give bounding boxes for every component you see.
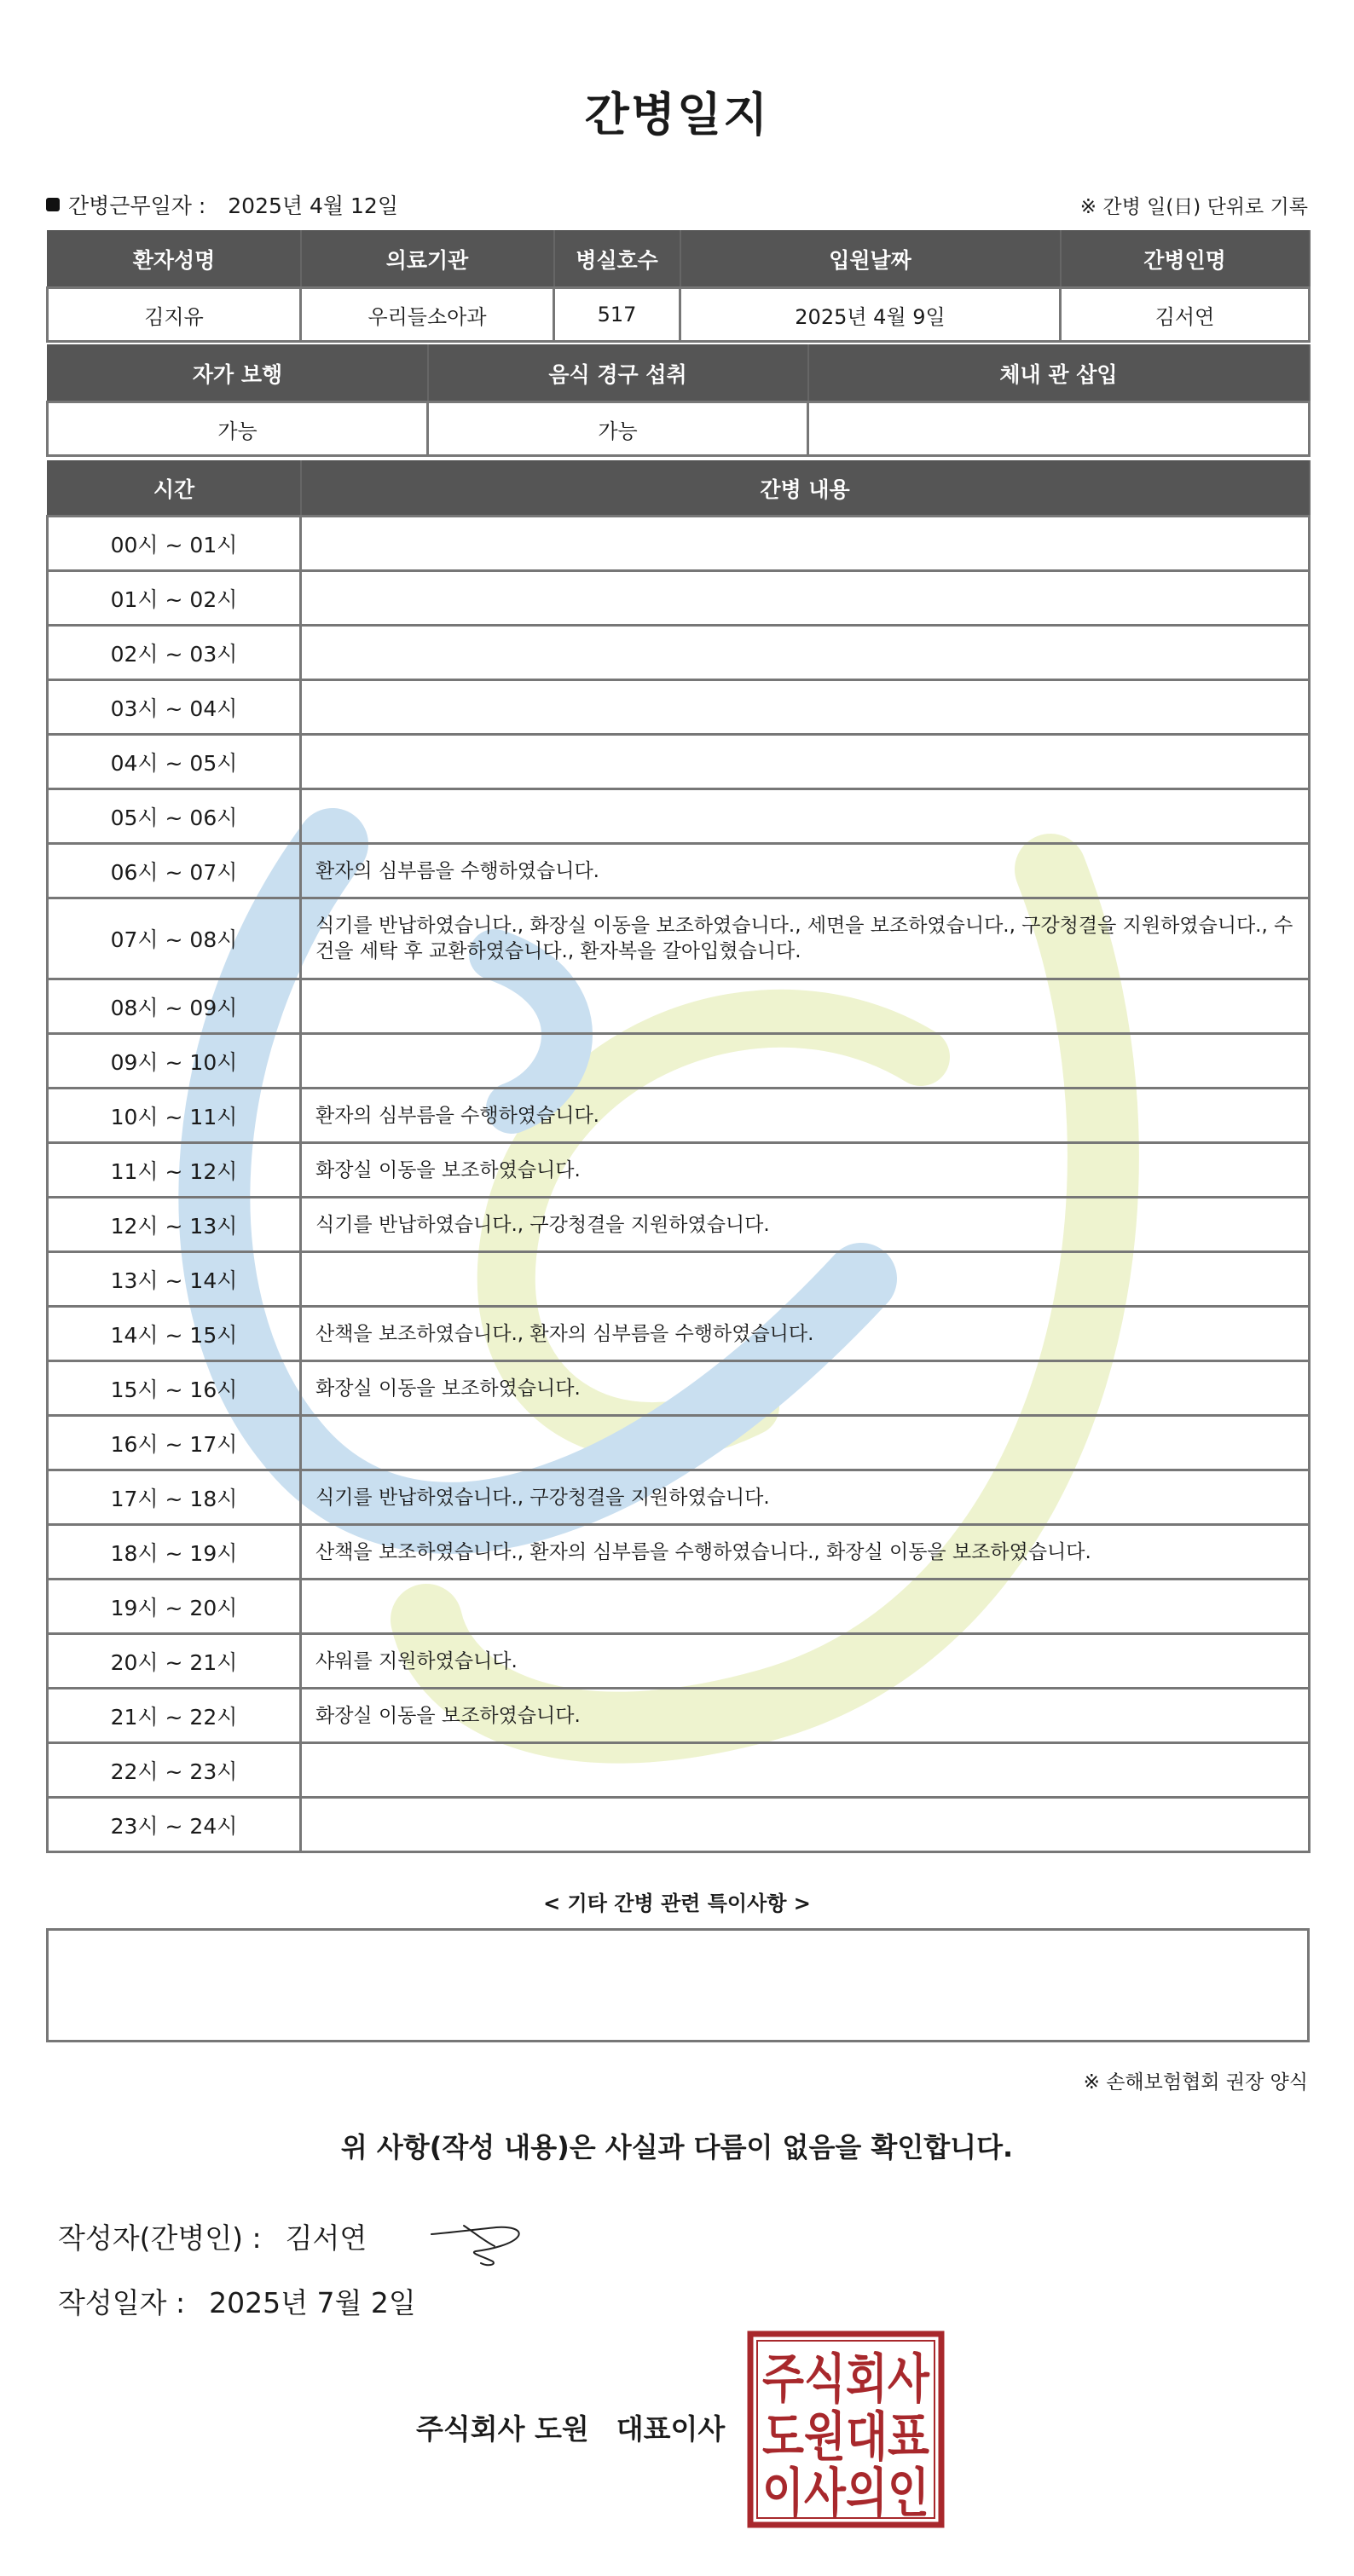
care-log-row xyxy=(48,1034,1310,1089)
header-hospital: 의료기관 xyxy=(301,231,554,288)
care-log-time-cell: 04시 ~ 05시 xyxy=(48,735,301,789)
care-log-content-cell[interactable]: 산책을 보조하였습니다., 환자의 심부름을 수행하였습니다. xyxy=(301,1307,1310,1361)
care-log-content-cell[interactable] xyxy=(301,1743,1310,1798)
document-title: 간병일지 xyxy=(584,88,770,142)
written-date-value: 2025년 7월 2일 xyxy=(209,2286,416,2319)
company-signature-line xyxy=(416,2407,725,2447)
header-time: 시간 xyxy=(48,461,301,517)
care-log-content-cell[interactable]: 식기를 반납하였습니다., 구강청결을 지원하였습니다. xyxy=(301,1470,1310,1525)
care-log-content-cell[interactable] xyxy=(301,1252,1310,1307)
patient-name-field[interactable]: 김지유 xyxy=(48,288,301,342)
care-log-time-cell: 07시 ~ 08시 xyxy=(48,898,301,979)
care-log-row xyxy=(48,1798,1310,1852)
care-log-time-cell: 08시 ~ 09시 xyxy=(48,979,301,1034)
writer-row xyxy=(58,2216,367,2256)
header-oral-intake: 음식 경구 섭취 xyxy=(428,345,808,402)
care-log-row xyxy=(48,898,1310,979)
notes-field[interactable] xyxy=(46,1928,1310,2042)
bullet-square-icon xyxy=(46,198,60,211)
care-log-row xyxy=(48,1580,1310,1634)
header-room-number: 병실호수 xyxy=(554,231,680,288)
care-log-row xyxy=(48,789,1310,844)
care-log-time-cell: 14시 ~ 15시 xyxy=(48,1307,301,1361)
care-log-time-cell: 09시 ~ 10시 xyxy=(48,1034,301,1089)
care-log-row xyxy=(48,626,1310,680)
notes-title: < 기타 간병 관련 특이사항 > xyxy=(543,1892,811,1915)
svg-text:도원대표: 도원대표 xyxy=(762,2406,930,2468)
care-log-row xyxy=(48,1416,1310,1470)
care-log-row xyxy=(48,844,1310,898)
care-log-content-cell[interactable]: 식기를 반납하였습니다., 화장실 이동을 보조하였습니다., 세면을 보조하였습니다., 구강청결을 지원하였습니다., 수건을 세탁 후 교환하였습니다., 환자복을 갈아입혔습니다. xyxy=(301,898,1310,979)
care-log-time-cell: 13시 ~ 14시 xyxy=(48,1252,301,1307)
care-log-row xyxy=(48,1198,1310,1252)
care-log-content-cell[interactable] xyxy=(301,517,1310,571)
recommend-note: ※ 손해보험협회 권장 양식 xyxy=(1083,2071,1308,2094)
work-date-label: 간병근무일자 : xyxy=(68,193,206,218)
care-log-row xyxy=(48,1361,1310,1416)
care-log-time-cell: 20시 ~ 21시 xyxy=(48,1634,301,1689)
care-log-time-cell: 05시 ~ 06시 xyxy=(48,789,301,844)
company-name: 주식회사 도원 xyxy=(416,2412,589,2446)
care-log-content-cell[interactable] xyxy=(301,1416,1310,1470)
care-log-table xyxy=(46,460,1311,1853)
care-log-row xyxy=(48,1689,1310,1743)
care-log-content-cell[interactable]: 산책을 보조하였습니다., 환자의 심부름을 수행하였습니다., 화장실 이동을 보조하였습니다. xyxy=(301,1525,1310,1580)
written-date-label: 작성일자 : xyxy=(58,2286,186,2319)
patient-info-table xyxy=(46,230,1311,343)
care-log-row xyxy=(48,979,1310,1034)
care-log-row xyxy=(48,735,1310,789)
care-log-row xyxy=(48,1252,1310,1307)
work-date-row xyxy=(46,189,398,220)
writer-label: 작성자(간병인) : xyxy=(58,2221,262,2255)
hospital-field[interactable]: 우리들소아과 xyxy=(301,288,554,342)
care-log-header-row xyxy=(48,461,1310,517)
written-date-row xyxy=(58,2281,416,2321)
care-log-body xyxy=(48,517,1310,1852)
patient-info-header-row xyxy=(48,231,1310,288)
care-log-time-cell: 06시 ~ 07시 xyxy=(48,844,301,898)
record-unit-note: ※ 간병 일(日) 단위로 기록 xyxy=(1079,196,1308,218)
tube-insertion-field[interactable] xyxy=(808,402,1310,456)
writer-name: 김서연 xyxy=(285,2221,367,2255)
care-log-time-cell: 10시 ~ 11시 xyxy=(48,1089,301,1143)
care-log-time-cell: 01시 ~ 02시 xyxy=(48,571,301,626)
care-log-time-cell: 19시 ~ 20시 xyxy=(48,1580,301,1634)
care-log-content-cell[interactable] xyxy=(301,626,1310,680)
care-log-time-cell: 17시 ~ 18시 xyxy=(48,1470,301,1525)
header-patient-name: 환자성명 xyxy=(48,231,301,288)
care-log-content-cell[interactable] xyxy=(301,735,1310,789)
care-log-content-cell[interactable]: 화장실 이동을 보조하였습니다. xyxy=(301,1143,1310,1198)
care-log-time-cell: 22시 ~ 23시 xyxy=(48,1743,301,1798)
care-log-time-cell: 02시 ~ 03시 xyxy=(48,626,301,680)
header-care-content: 간병 내용 xyxy=(301,461,1310,517)
care-log-content-cell[interactable] xyxy=(301,1798,1310,1852)
care-log-time-cell: 18시 ~ 19시 xyxy=(48,1525,301,1580)
svg-text:주식회사: 주식회사 xyxy=(762,2348,930,2410)
care-log-time-cell: 11시 ~ 12시 xyxy=(48,1143,301,1198)
care-log-time-cell: 00시 ~ 01시 xyxy=(48,517,301,571)
care-log-row xyxy=(48,1307,1310,1361)
care-log-content-cell[interactable] xyxy=(301,1034,1310,1089)
care-log-content-cell[interactable] xyxy=(301,571,1310,626)
care-log-time-cell: 16시 ~ 17시 xyxy=(48,1416,301,1470)
care-log-row xyxy=(48,1634,1310,1689)
caregiver-name-field[interactable]: 김서연 xyxy=(1061,288,1310,342)
care-log-content-cell[interactable]: 샤워를 지원하였습니다. xyxy=(301,1634,1310,1689)
patient-status-header-row xyxy=(48,345,1310,402)
care-log-content-cell[interactable]: 화장실 이동을 보조하였습니다. xyxy=(301,1689,1310,1743)
representative-title: 대표이사 xyxy=(616,2412,726,2446)
admission-date-field[interactable]: 2025년 4월 9일 xyxy=(680,288,1061,342)
patient-info-value-row xyxy=(48,288,1310,342)
care-log-content-cell[interactable] xyxy=(301,1580,1310,1634)
care-log-time-cell: 21시 ~ 22시 xyxy=(48,1689,301,1743)
header-caregiver-name: 간병인명 xyxy=(1061,231,1310,288)
care-log-row xyxy=(48,1470,1310,1525)
header-admission-date: 입원날짜 xyxy=(680,231,1061,288)
care-log-row xyxy=(48,680,1310,735)
care-log-content-cell[interactable]: 식기를 반납하였습니다., 구강청결을 지원하였습니다. xyxy=(301,1198,1310,1252)
care-log-time-cell: 03시 ~ 04시 xyxy=(48,680,301,735)
care-log-content-cell[interactable] xyxy=(301,680,1310,735)
care-log-time-cell: 12시 ~ 13시 xyxy=(48,1198,301,1252)
care-log-row xyxy=(48,1089,1310,1143)
care-log-time-cell: 15시 ~ 16시 xyxy=(48,1361,301,1416)
care-log-content-cell[interactable]: 화장실 이동을 보조하였습니다. xyxy=(301,1361,1310,1416)
oral-intake-field[interactable]: 가능 xyxy=(428,402,808,456)
room-number-field[interactable]: 517 xyxy=(554,288,680,342)
handwritten-signature xyxy=(426,2212,529,2272)
care-log-content-cell[interactable]: 환자의 심부름을 수행하였습니다. xyxy=(301,1089,1310,1143)
care-log-content-cell[interactable]: 환자의 심부름을 수행하였습니다. xyxy=(301,844,1310,898)
care-log-row xyxy=(48,1525,1310,1580)
header-tube-insertion: 체내 관 삽입 xyxy=(808,345,1310,402)
company-seal-stamp xyxy=(747,2331,945,2528)
care-log-content-cell[interactable] xyxy=(301,979,1310,1034)
care-log-row xyxy=(48,571,1310,626)
svg-text:이사의인: 이사의인 xyxy=(762,2462,929,2524)
care-log-time-cell: 23시 ~ 24시 xyxy=(48,1798,301,1852)
care-log-content-cell[interactable] xyxy=(301,789,1310,844)
header-self-walking: 자가 보행 xyxy=(48,345,428,402)
work-date-value: 2025년 4월 12일 xyxy=(228,193,398,218)
care-log-row xyxy=(48,1143,1310,1198)
care-log-row xyxy=(48,1743,1310,1798)
self-walking-field[interactable]: 가능 xyxy=(48,402,428,456)
patient-status-value-row xyxy=(48,402,1310,456)
patient-status-table xyxy=(46,344,1311,457)
care-log-row xyxy=(48,517,1310,571)
confirmation-statement: 위 사항(작성 내용)은 사실과 다름이 없음을 확인합니다. xyxy=(340,2131,1014,2163)
